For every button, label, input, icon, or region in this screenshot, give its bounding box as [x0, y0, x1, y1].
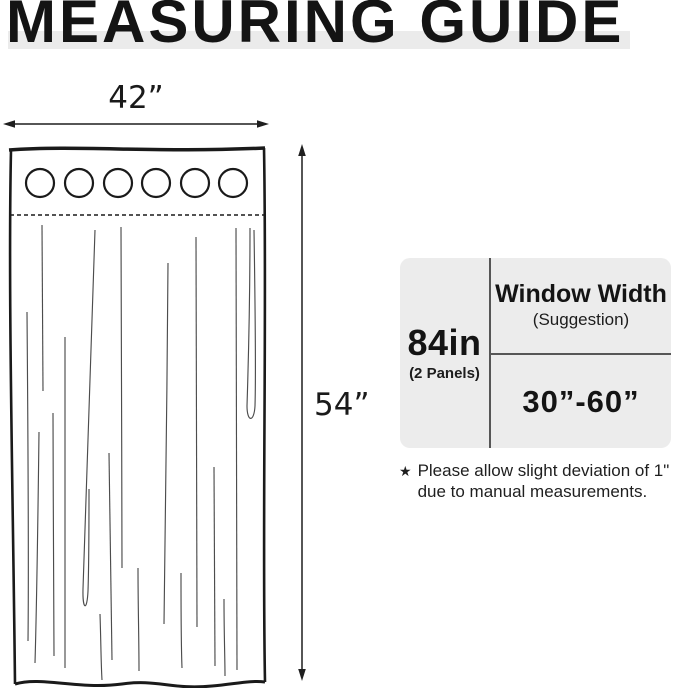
arrowhead-up [298, 144, 306, 156]
panel-size-cell [400, 258, 491, 448]
arrowhead-down [298, 669, 306, 681]
grommet-icon [142, 169, 170, 197]
width-dimension-arrow [0, 116, 272, 132]
fold-lines [27, 225, 255, 680]
window-width-column [491, 258, 671, 448]
grommet-icon [65, 169, 93, 197]
page-title: MEASURING GUIDE [6, 0, 625, 55]
grommets-row [26, 169, 247, 197]
curtain-height-label: 54” [314, 387, 370, 423]
measurement-note [399, 460, 679, 502]
panel-count-label: (2 Panels) [409, 364, 480, 382]
height-dimension-arrow [294, 142, 310, 687]
window-width-header-cell [491, 258, 671, 355]
curtain-left-edge [10, 150, 15, 684]
size-suggestion-table [400, 258, 671, 448]
grommet-icon [181, 169, 209, 197]
arrowhead-right [257, 120, 269, 128]
window-width-value-cell [491, 355, 671, 448]
star-icon: ★ [399, 463, 412, 479]
window-width-header: Window Width [495, 280, 667, 309]
note-line-2: due to manual measurements. [417, 482, 648, 502]
measurement-note-text [418, 460, 670, 502]
curtain-top-edge [9, 148, 265, 150]
arrowhead-left [3, 120, 15, 128]
curtain-panel-illustration [7, 144, 267, 688]
curtain-width-label: 42” [108, 80, 164, 116]
curtain-right-edge [264, 148, 265, 682]
curtain-bottom-edge [15, 681, 265, 686]
grommet-icon [219, 169, 247, 197]
window-width-subheader: (Suggestion) [532, 309, 630, 329]
grommet-icon [104, 169, 132, 197]
grommet-icon [26, 169, 54, 197]
panel-size-value: 84in [407, 321, 482, 363]
note-line-1: Please allow slight deviation of 1" [417, 461, 670, 480]
window-width-range: 30”-60” [522, 383, 640, 419]
